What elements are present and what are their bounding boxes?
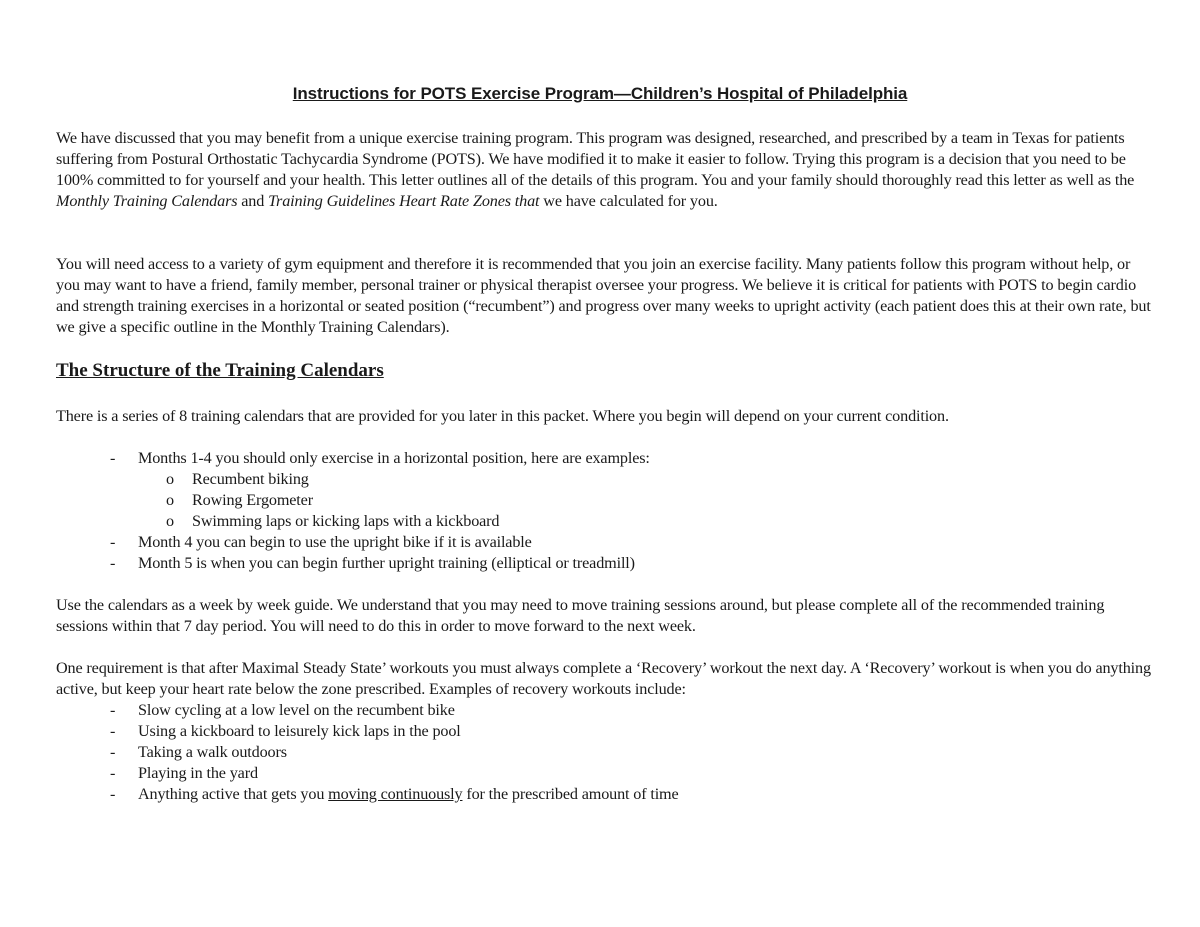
dash-marker: - bbox=[110, 785, 116, 803]
list-item-text: Taking a walk outdoors bbox=[138, 743, 287, 761]
dash-marker: - bbox=[110, 722, 116, 740]
underlined-phrase: moving continuously bbox=[328, 785, 463, 803]
intro-paragraph bbox=[56, 128, 1151, 212]
dash-marker: - bbox=[110, 449, 116, 467]
list-item-text: Months 1-4 you should only exercise in a horizontal position, here are examples: bbox=[138, 449, 650, 467]
list-item-text: Swimming laps or kicking laps with a kickboard bbox=[192, 512, 500, 530]
list-item-text: Recumbent biking bbox=[192, 470, 309, 488]
intro-text-a: We have discussed that you may benefit from a unique exercise training program. This program was designed, researched, and prescribed by a team in Texas for patients suffering from Postural Orthostatic Tachycardia Syndrome (POTS). We have modified it to make it easier to follow. Trying this program is a decision that you need to be 100% committed to for yourself and your health. This letter outlines all of the details of this program. You and your family should thoroughly read this letter as well as the bbox=[56, 129, 1135, 189]
recovery-paragraph: One requirement is that after Maximal Steady State’ workouts you must always complete a ‘Recovery’ workout the next day. A ‘Recovery’ workout is when you do anything active, but keep your heart rate below the zone prescribed. Examples of recovery workouts include: bbox=[56, 659, 1151, 698]
intro-italic-guidelines: Training Guidelines Heart Rate Zones that bbox=[268, 192, 540, 210]
document-title: Instructions for POTS Exercise Program—Children’s Hospital of Philadelphia bbox=[292, 84, 908, 103]
list-item-text bbox=[138, 784, 679, 805]
dash-marker: - bbox=[110, 554, 116, 572]
list-item-text: Playing in the yard bbox=[138, 764, 258, 782]
dash-marker: - bbox=[110, 701, 116, 719]
equipment-paragraph: You will need access to a variety of gym equipment and therefore it is recommended that you join an exercise facility. Many patients follow this program without help, or you may want to have a friend, family member, personal trainer or physical therapist oversee your progress. We believe it is critical for patients with POTS to begin cardio and strength training exercises in a horizontal or seated position (“recumbent”) and progress over many weeks to upright activity (each patient does this at their own rate, but we give a specific outline in the Monthly Training Calendars). bbox=[56, 255, 1151, 336]
list-item-text: Month 4 you can begin to use the upright bike if it is available bbox=[138, 533, 532, 551]
last-item-post: for the prescribed amount of time bbox=[462, 785, 679, 803]
intro-text-c: we have calculated for you. bbox=[539, 192, 718, 210]
dash-marker: - bbox=[110, 743, 116, 761]
intro-italic-calendars: Monthly Training Calendars bbox=[56, 192, 238, 210]
intro-text-b: and bbox=[237, 192, 269, 210]
list-item-text: Slow cycling at a low level on the recumbent bike bbox=[138, 701, 455, 719]
list-item-text: Using a kickboard to leisurely kick laps in the pool bbox=[138, 722, 461, 740]
circle-marker: o bbox=[166, 470, 174, 488]
circle-marker: o bbox=[166, 491, 174, 509]
list-item-text: Rowing Ergometer bbox=[192, 491, 313, 509]
list-item-text: Month 5 is when you can begin further upright training (elliptical or treadmill) bbox=[138, 554, 635, 572]
dash-marker: - bbox=[110, 533, 116, 551]
weekly-guide-paragraph: Use the calendars as a week by week guide. We understand that you may need to move training sessions around, but please complete all of the recommended training sessions within that 7 day period. You will need to do this in order to move forward to the next week. bbox=[56, 596, 1105, 635]
circle-marker: o bbox=[166, 512, 174, 530]
section-heading: The Structure of the Training Calendars bbox=[56, 360, 384, 381]
dash-marker: - bbox=[110, 764, 116, 782]
last-item-pre: Anything active that gets you bbox=[138, 785, 329, 803]
calendars-paragraph: There is a series of 8 training calendars that are provided for you later in this packet. Where you begin will depend on your current condition. bbox=[56, 407, 949, 425]
